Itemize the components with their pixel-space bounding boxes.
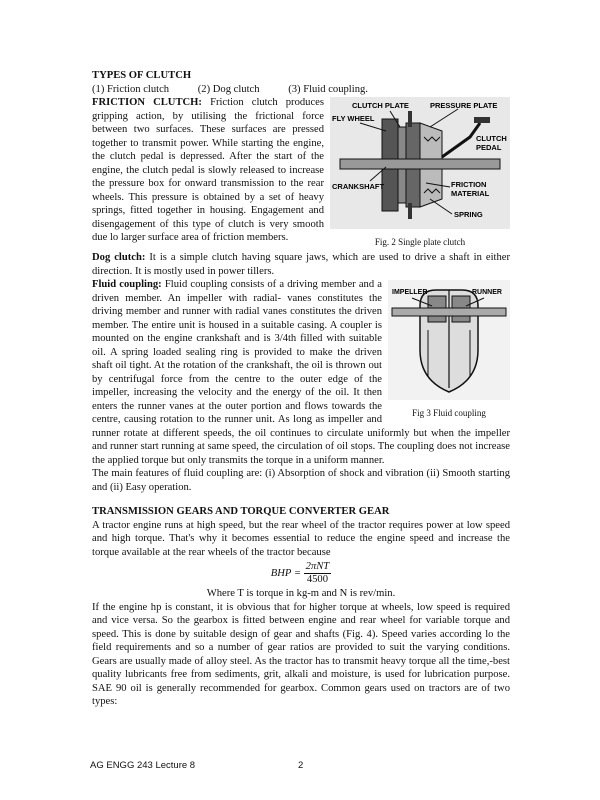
figure-single-plate-clutch	[330, 97, 510, 249]
fluid-coupling-features: The main features of fluid coupling are: (i) Absorption of shock and vibration (ii) Smooth starting and (ii) Easy operation.	[92, 468, 510, 493]
type-item: (2) Dog clutch	[197, 83, 260, 95]
label-clutch-pedal: CLUTCH	[476, 134, 507, 143]
type-item: (3) Fluid coupling.	[288, 83, 368, 95]
friction-clutch-text: Friction clutch produces gripping action, by utilising the frictional force between two surfaces. These surfaces are pressed together to transmit power. While starting the engine, the clutch pedal is depressed. After the start of the engine, the clutch pedal is slowly released to increase the pressure box for onward transmission to the rear wheels. This pressure is obtained by a set of heavy springs, fitted together in housing. Engagement and disengagement of this type of clutch is very smooth due lo larger surface area of friction members.	[92, 97, 324, 243]
label-runner: RUNNER	[472, 289, 502, 296]
fig2-caption: Fig. 2 Single plate clutch	[374, 236, 466, 247]
figure-fluid-coupling	[388, 280, 510, 420]
clutch-diagram	[330, 97, 510, 229]
fluid-coupling-text: Fluid coupling consists of a driving member and a driven member. An impeller with radial- vanes constitutes the driving member and runner with radial vanes constitutes the driven member. The entire unit is housed in a suitable casing. A coupler is mounted on the engine crankshaft and is 3/4th filled with suitable oil. A spring loaded sealing ring is provided to make the driven shaft oil tight. At the rotation of the crankshaft, the oil is thrown out by centrifugal force from the centre to the outer edge of the impeller, increasing the velocity and the energy of the oil. It then enters the runner vanes at the outer portion and flows towards the centre, causing rotation to the runner unit. As long as impeller and runner rotate at different speeds, the oil continues to circulate uniformly but when the impeller and runner start running at same speed, the circulation of oil stops. The coupling does not increase the applied torque but only transmits the torque in a uniform manner.	[92, 279, 510, 466]
label-friction-material: MATERIAL	[451, 189, 490, 198]
fluid-coupling-term: Fluid coupling:	[92, 279, 162, 290]
label-pressure-plate: PRESSURE PLATE	[430, 101, 498, 110]
friction-clutch-term: FRICTION CLUTCH:	[92, 97, 202, 108]
formula-numerator: 2πNT	[305, 561, 330, 572]
formula-lhs: BHP =	[270, 567, 301, 579]
formula-where: Where T is torque in kg-m and N is rev/min.	[206, 588, 396, 599]
transmission-paragraph-2: If the engine hp is constant, it is obvious that for higher torque at wheels, low speed is required and vice versa. So the gearbox is fitted between engine and rear wheel for variable torque and speed. This is done by suitable design of gear and shafts (Fig. 4). Speed varies according lo the field requirements and so a number of gear ratios are provided to suit the varying conditions. Gears are usually made of alloy steel. As the tractor has to transmit heavy torque all the time,-best quality lubricants free from sediments, grit, alkali and moisture, is used for lubrication purpose. SAE 90 oil is generally recommended for gearbox. Common gears used on tractors are of two types:	[92, 601, 510, 707]
transmission-heading: TRANSMISSION GEARS AND TORQUE CONVERTER GEAR	[92, 506, 390, 517]
label-fly-wheel: FLY WHEEL	[332, 114, 375, 123]
transmission-paragraph-1: A tractor engine runs at high speed, but the rear wheel of the tractor requires power at low speed and high torque. That's why it becomes essential to reduce the engine speed and increase the torque available at the rear wheels of the tractor because	[92, 519, 510, 558]
page-body	[92, 69, 510, 709]
label-friction-material: FRICTION	[451, 180, 487, 189]
bhp-formula	[92, 561, 510, 586]
page-number: 2	[298, 760, 304, 771]
fig3-caption: Fig 3 Fluid coupling	[412, 407, 486, 418]
dog-clutch-term: Dog clutch:	[92, 252, 146, 263]
label-clutch-plate: CLUTCH PLATE	[352, 101, 409, 110]
type-item: (1) Friction clutch	[92, 83, 170, 95]
footer-course: AG ENGG 243 Lecture 8	[90, 760, 196, 771]
label-spring: SPRING	[454, 210, 483, 219]
formula-fraction	[304, 561, 332, 586]
page-footer	[90, 760, 410, 771]
fluid-coupling-diagram	[388, 280, 510, 400]
label-crankshaft: CRANKSHAFT	[332, 182, 385, 191]
label-impeller: IMPELLER	[392, 289, 428, 296]
label-clutch-pedal: PEDAL	[476, 143, 502, 152]
dog-clutch-paragraph	[92, 251, 510, 278]
types-list	[92, 83, 510, 97]
dog-clutch-text: It is a simple clutch having square jaws, which are used to drive a shaft in either direction. It is mostly used in power tillers.	[92, 252, 510, 277]
types-heading: TYPES OF CLUTCH	[92, 70, 192, 81]
formula-denominator: 4500	[306, 574, 329, 585]
